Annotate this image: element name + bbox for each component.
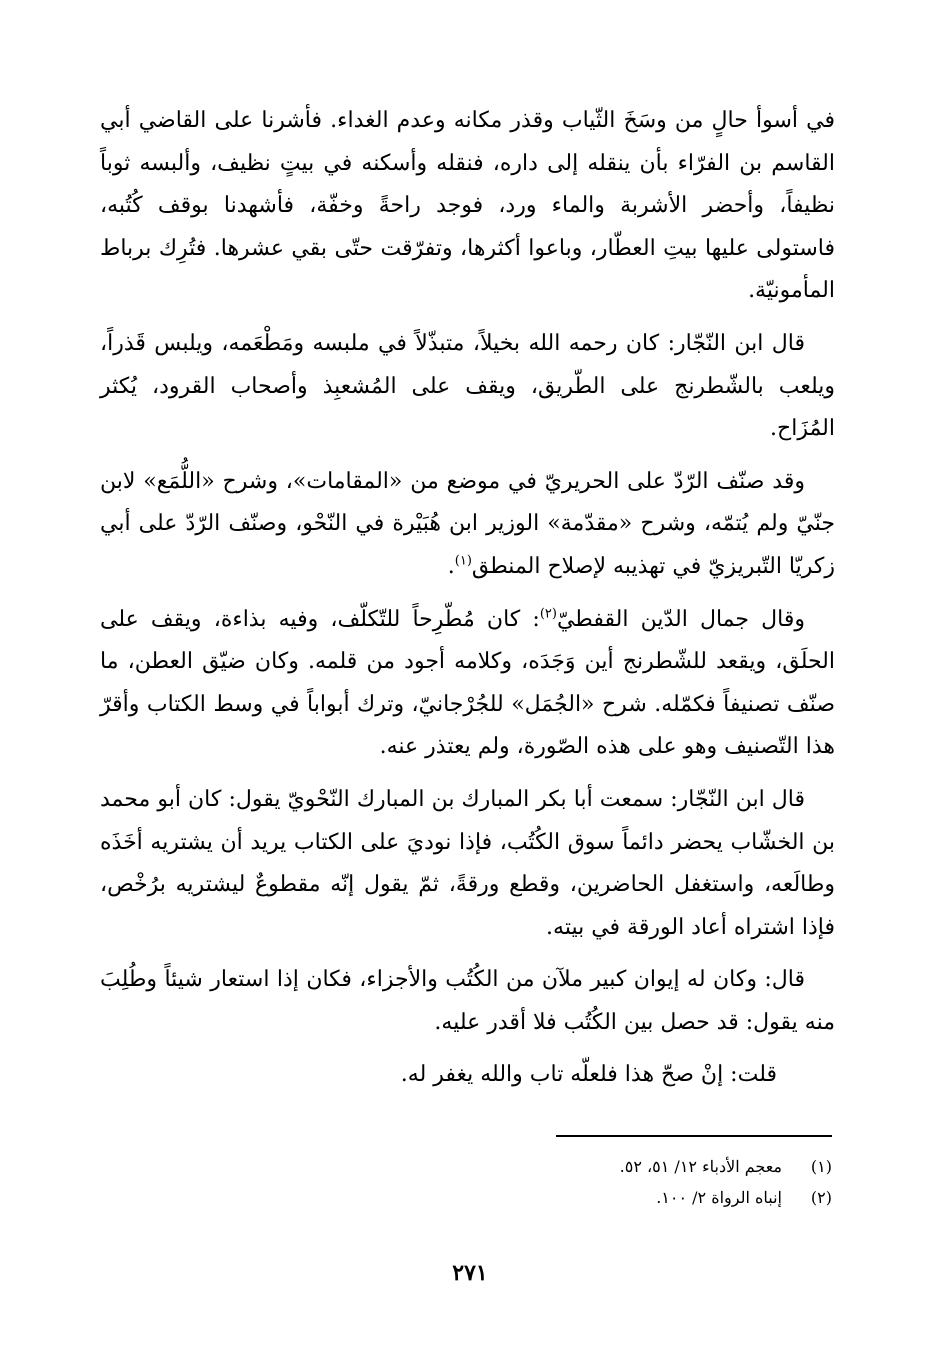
- footnote-divider: [556, 1135, 832, 1137]
- paragraph-text: .: [447, 553, 455, 579]
- paragraph: [100, 461, 835, 589]
- footnote-reference: (١): [454, 553, 472, 569]
- paragraph-text: قلت: إنْ صحّ هذا فلعلّه تاب والله يغفر له.: [400, 1062, 777, 1088]
- paragraph-text: قال ابن النّجّار: سمعت أبا بكر المبارك بن المبارك النّحْويّ يقول: كان أبو محمد بن الخشّاب يحضر دائماً سوق الكُتُب، فإذا نوديَ على الكتاب يريد أن يشتريه أخَذَه وطالَعه، واستغفل الحاضرين، وقطع ورقةً، ثمّ يقول إنّه مقطوعٌ ليشتريه برُخْص، فإذا اشتراه أعاد الورقة في بيته.: [100, 786, 835, 940]
- footnote-text: إنباه الرواة ٢/ ١٠٠.: [656, 1188, 782, 1207]
- footnote-number: (٢): [810, 1188, 832, 1207]
- page-number: ٢٧١: [452, 1260, 488, 1286]
- paragraph: [100, 323, 835, 451]
- main-text: [100, 100, 835, 1097]
- footnote-item: [400, 1182, 832, 1213]
- paragraph-text: قال ابن النّجّار: كان رحمه الله بخيلاً، متبذّلاً في ملبسه ومَطْعَمه، ويلبس قَذراً، ويلعب بالشّطرنج على الطّريق، ويقف على المُشعبِذ وأصحاب القرود، يُكثر المُزَاح.: [100, 330, 835, 442]
- footnotes: [400, 1151, 832, 1213]
- paragraph-text: قال: وكان له إيوان كبير ملآن من الكُتُب والأجزاء، فكان إذا استعار شيئاً وطُلِبَ منه يقول: قد حصل بين الكُتُب فلا أقدر عليه.: [100, 967, 835, 1035]
- paragraph: [100, 1054, 835, 1097]
- paragraph: [100, 599, 835, 769]
- footnote-number: (١): [810, 1157, 832, 1176]
- paragraph: [100, 100, 835, 313]
- paragraph-text: في أسوأ حالٍ من وسَخَ الثّياب وقذر مكانه وعدم الغداء. فأشرنا على القاضي أبي القاسم بن الفرّاء بأن ينقله إلى داره، فنقله وأسكنه في بيتٍ نظيف، وألبسه ثوباً نظيفاً، وأحضر الأشربة والماء ورد، فوجد راحةً وخفّة، فأشهدنا بوقف كُتُبه، فاستولى عليها بيتِ العطّار، وباعوا أكثرها، وتفرّقت حتّى بقي عشرها. فتُرِك برباط المأمونيّة.: [100, 108, 835, 304]
- paragraph: [100, 779, 835, 949]
- paragraph-text: وقد صنّف الرّدّ على الحريريّ في موضع من «المقامات»، وشرح «اللُّمَع» لابن جنّيّ ولم يُتمّه، وشرح «مقدّمة» الوزير ابن هُبَيْرة في النّحْو، وصنّف الرّدّ على أبي زكريّا التّبريزيّ في تهذيبه لإصلاح المنطق: [100, 468, 835, 579]
- paragraph-text: وقال جمال الدّين القفطيّ: [556, 606, 805, 632]
- footnote-reference: (٢): [539, 606, 557, 622]
- footnote-item: [400, 1151, 832, 1182]
- paragraph: [100, 959, 835, 1044]
- footnote-text: معجم الأدباء ١٢/ ٥١، ٥٢.: [619, 1157, 782, 1176]
- paragraph-text: : كان مُطّرِحاً للتّكلّف، وفيه بذاءة، ويقف على الحلَق، ويقعد للشّطرنج أين وَجَدَه، وكلامه أجود من قلمه. وكان ضيّق العطن، ما صنّف تصنيفاً فكمّله. شرح «الجُمَل» للجُرْجانيّ، وترك أبواباً في وسط الكتاب وأقرّ هذا التّصنيف وهو على هذه الصّورة، ولم يعتذر عنه.: [100, 606, 835, 760]
